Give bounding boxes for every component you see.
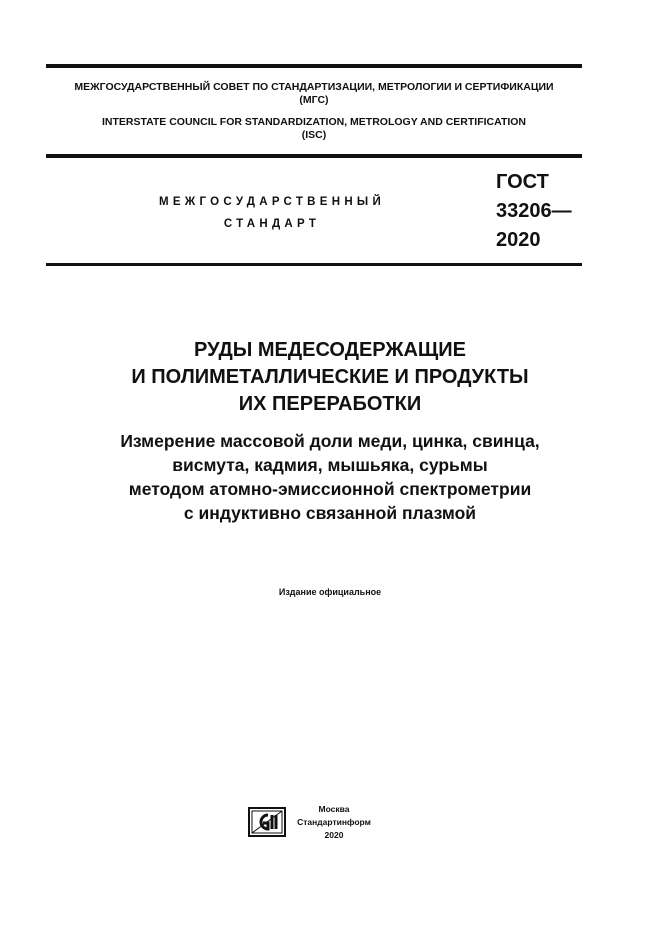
bottom-rule <box>46 263 582 266</box>
council-en-abbr: (ISC) <box>301 129 327 141</box>
top-rule <box>46 64 582 68</box>
subtitle-line2: висмута, кадмия, мышьяка, сурьмы <box>172 455 488 475</box>
imprint-year: 2020 <box>324 830 344 840</box>
subtitle-line1: Измерение массовой доли меди, цинка, свинца, <box>120 431 540 451</box>
title-line2: И ПОЛИМЕТАЛЛИЧЕСКИЕ И ПРОДУКТЫ <box>131 366 529 388</box>
council-en-line1: INTERSTATE COUNCIL FOR STANDARDIZATION, METROLOGY AND CERTIFICATION <box>101 116 527 128</box>
document-subtitle <box>40 429 620 525</box>
imprint-city: Москва <box>318 804 350 814</box>
standard-label <box>150 191 394 235</box>
standartinform-logo-icon <box>248 807 286 837</box>
imprint <box>294 803 374 842</box>
subtitle-line3: методом атомно-эмиссионной спектрометрии <box>128 479 532 499</box>
document-title <box>40 337 620 418</box>
standard-label-line2: СТАНДАРТ <box>223 218 321 230</box>
gost-number <box>496 168 572 255</box>
middle-rule <box>46 154 582 158</box>
edition-note: Издание официальное <box>278 587 382 597</box>
gost-prefix: ГОСТ <box>496 171 549 193</box>
council-en <box>46 116 582 142</box>
title-line3: ИХ ПЕРЕРАБОТКИ <box>238 393 422 415</box>
gost-code: 33206— <box>496 200 572 222</box>
council-ru <box>46 81 582 107</box>
council-ru-line1: МЕЖГОСУДАРСТВЕННЫЙ СОВЕТ ПО СТАНДАРТИЗАЦИИ, МЕТРОЛОГИИ И СЕРТИФИКАЦИИ <box>74 81 554 93</box>
standard-label-line1: МЕЖГОСУДАРСТВЕННЫЙ <box>158 196 386 208</box>
council-ru-abbr: (МГС) <box>299 94 329 106</box>
title-line1: РУДЫ МЕДЕСОДЕРЖАЩИЕ <box>194 339 466 361</box>
imprint-publisher: Стандартинформ <box>297 817 371 827</box>
subtitle-line4: с индуктивно связанной плазмой <box>183 503 477 523</box>
gost-year: 2020 <box>496 229 541 251</box>
